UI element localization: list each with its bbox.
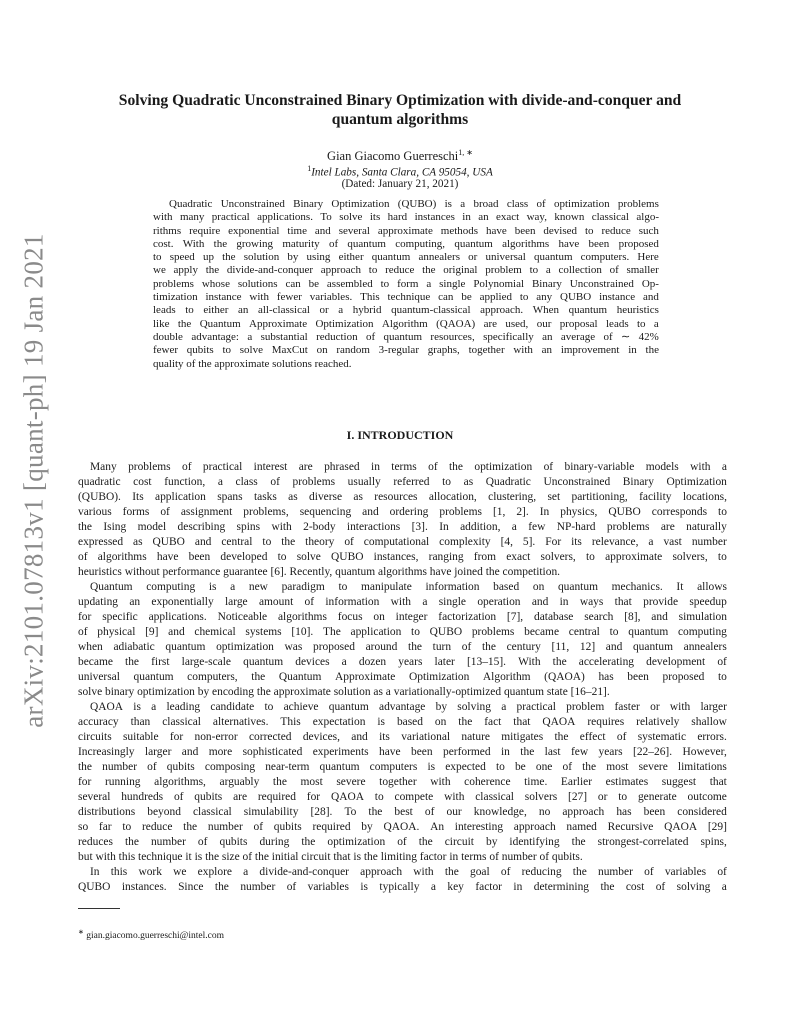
title-line: quantum algorithms [331, 110, 469, 128]
abstract-line: fewer qubits to solve MaxCut on random 3-regular graphs, together with an improvement in the [153, 344, 659, 357]
body-line: (QUBO). Its application spans tasks as diverse as resources allocation, clustering, set partitioning, facility locations, [78, 491, 727, 503]
body-line: Increasingly larger and more sophisticated experiments have been performed in the last few years [22–26]. However, [78, 746, 727, 758]
abstract-line: Quadratic Unconstrained Binary Optimization (QUBO) is a broad class of optimization problems [169, 198, 659, 210]
body-line: the Ising model describing spins with 2-body interactions [3]. In addition, a few NP-hard problems are naturally [78, 521, 727, 533]
section-heading-introduction: I. INTRODUCTION [346, 428, 454, 442]
abstract [153, 198, 659, 371]
body-line: several hundreds of qubits are required for QAOA to compete with classical solvers [27] or to generate outcome [78, 791, 727, 803]
body-line: QAOA is a leading candidate to achieve quantum advantage by solving a practical problem faster or with larger [90, 701, 727, 713]
body-line: universal quantum computers, the Quantum Approximate Optimization Algorithm (QAOA) has been proposed to [78, 671, 727, 683]
arxiv-identifier-stamp [14, 232, 54, 728]
body-line: heuristics without performance guarantee [6]. Recently, quantum algorithms have joined the competition. [78, 566, 561, 578]
body-line: updating an exponentially large amount of information with a single operation and in ways that provide speedup [78, 596, 727, 608]
abstract-line: cost. With the growing maturity of quantum computing, quantum algorithms have been proposed [153, 237, 659, 250]
introduction-body [78, 460, 727, 895]
arxiv-id-text: arXiv:2101.07813v1 [quant-ph] 19 Jan 2021 [18, 232, 49, 728]
body-line: accuracy than classical alternatives. This expectation is based on the fact that QAOA requires relatively shallow [78, 716, 727, 728]
footnote-divider [78, 908, 120, 909]
body-line: circuits suitable for non-error corrected devices, and its variational nature mitigates the effect of systematic errors. [78, 731, 727, 743]
author-name: Gian Giacomo Guerreschi [327, 149, 459, 164]
body-line: for specific applications. Noticeable algorithms focus on integer factorization [7], database search [8], and simulation [78, 611, 727, 623]
date-line: (Dated: January 21, 2021) [341, 178, 459, 190]
body-line: Quantum computing is a new paradigm to manipulate information based on quantum mechanics. It allows [90, 581, 727, 593]
abstract-line: double advantage: a substantial reduction of quantum resources, specifically an average of ∼ 42% [153, 330, 659, 343]
abstract-line: rithms require exponential time and several approximate methods have been devised to reduce such [153, 224, 659, 237]
body-line: reduces the number of qubits during the optimization of the circuit by identifying the strongest-correlated spins, [78, 836, 727, 848]
affiliation-superscript: 1 [307, 164, 312, 173]
abstract-line: quality of the approximate solutions reached. [153, 357, 352, 370]
body-line: when adiabatic quantum optimization was proposed around the turn of the century [11, 12] and quantum annealers [78, 641, 727, 653]
body-line: of physical [9] and chemical systems [10]. The application to QUBO problems became central to quantum computing [78, 626, 727, 638]
abstract-line: with many practical applications. To solve its hard instances in an exact way, known classical algo- [153, 211, 659, 224]
affiliation-text: Intel Labs, Santa Clara, CA 95054, USA [311, 166, 493, 179]
abstract-line: we apply the divide-and-conquer approach to reduce the original problem to a collection of smaller [153, 264, 659, 277]
abstract-line: timization instance with fewer variables. This technique can be applied to any QUBO instance and [153, 291, 659, 304]
body-line: so far to reduce the number of qubits required by QAOA. An interesting approach named Recursive QAOA [29] [78, 821, 727, 833]
footnote-email[interactable]: gian.giacomo.guerreschi@intel.com [86, 931, 224, 942]
title-line: Solving Quadratic Unconstrained Binary Optimization with divide-and-conquer and [118, 92, 682, 109]
body-line: various forms of assignment problems, sequencing and ordering problems [1, 2]. In physics, QUBO corresponds to [78, 506, 727, 518]
body-line: for running algorithms, arguably the most severe together with coherence time. Earlier estimates suggest that [78, 776, 727, 788]
abstract-line: like the Quantum Approximate Optimization Algorithm (QAOA) are used, our proposal leads to a [153, 317, 659, 330]
body-line: became the first large-scale quantum devices a dozen years later [13–15]. With the accelerating development of [78, 656, 727, 668]
footnote-marker: ∗ [78, 928, 84, 936]
body-line: Many problems of practical interest are phrased in terms of the optimization of binary-variable models with a [90, 461, 727, 473]
body-line: distributions beyond classical simulability [28]. To the best of our knowledge, no approach has been considered [78, 806, 727, 818]
footnote [78, 928, 224, 941]
author-superscript: 1, ∗ [458, 148, 473, 157]
body-line: solve binary optimization by encoding the approximate solution as a variationally-optimized quantum state [16–21]. [78, 686, 610, 698]
body-line: In this work we explore a divide-and-conquer approach with the goal of reducing the number of variables of [90, 866, 727, 878]
body-line: quadratic cost function, a class of problems usually referred to as Quadratic Unconstrained Binary Optimization [78, 476, 727, 488]
body-line: expressed as QUBO and central to the theory of computational complexity [4, 5]. For its relevance, a vast number [78, 536, 727, 548]
body-line: of algorithms have been developed to solve QUBO instances, ranging from exact solvers, to approximate solvers, to [78, 551, 727, 563]
abstract-line: problems whose solutions can be assembled to form a single Polynomial Binary Unconstrained Op- [153, 277, 659, 290]
body-line: the number of qubits composing near-term quantum computers is expected to be one of the most severe limitations [78, 761, 727, 773]
paper-title [60, 92, 740, 129]
body-line: QUBO instances. Since the number of variables is typically a key factor in determining the cost of solving a [78, 881, 727, 893]
abstract-line: leads to either an all-classical or a hybrid quantum-classical approach. When quantum heuristics [153, 304, 659, 317]
body-line: but with this technique it is the size of the initial circuit that is the limiting factor in terms of number of qubits. [78, 851, 583, 863]
abstract-line: to speed up the solution by using either quantum annealers or universal quantum computers. Here [153, 251, 659, 264]
